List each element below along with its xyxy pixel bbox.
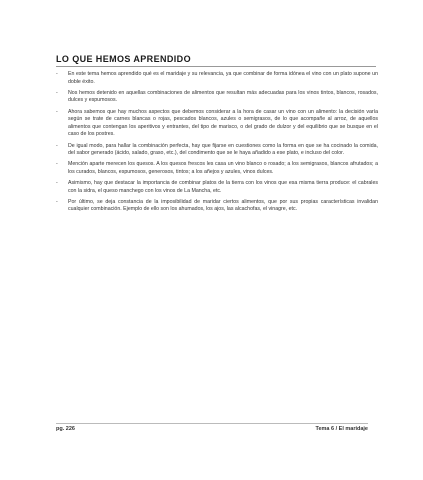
list-item — [56, 71, 378, 86]
bullet-marker: - — [56, 198, 58, 205]
list-item — [56, 90, 378, 105]
bullet-marker: - — [56, 108, 58, 115]
page-title: LO QUE HEMOS APRENDIDO — [56, 54, 376, 67]
bullet-marker: - — [56, 71, 58, 77]
list-item — [56, 180, 378, 195]
page-number: pg. 226 — [56, 426, 75, 432]
bullet-marker: - — [56, 142, 58, 149]
list-item — [56, 161, 378, 176]
bullet-marker: - — [56, 89, 58, 96]
list-item — [56, 109, 378, 139]
footer-divider — [56, 423, 368, 424]
bullet-marker: - — [56, 180, 58, 187]
list-item-text: Ahora sabemos que hay muchos aspectos que debemos considerar a la hora de casar un vino con un alimento: la decisión varía según se trate de carnes blancas o rojas, pescados blancos, azules o semigrasos, de lo que acompañe al arroz, de aquellos alimentos que contengan los aperitivos y entrantes, del tipo de marisco, o del grado de dulzor y del equilibrio que se busque en el caso de los postres. — [68, 108, 378, 138]
list-item-text: Asimismo, hay que destacar la importancia de combinar platos de la tierra con los vinos que esa misma tierra produce: el cabrales con la sidra, el queso manchego con los vinos de La Mancha, etc. — [68, 180, 378, 194]
summary-list — [56, 71, 378, 218]
chapter-label: Tema 6 / El maridaje — [315, 426, 368, 432]
list-item — [56, 199, 378, 214]
list-item-text: Mención aparte merecen los quesos. A los quesos frescos les casa un vino blanco o rosado; a los semigrasos, blancos afrutados; a los curados, blancos, espumosos, generosos, tintos; a los añejos y azules, vinos dulces. — [68, 161, 378, 175]
bullet-marker: - — [56, 161, 58, 168]
list-item-text: Nos hemos detenido en aquellas combinaciones de alimentos que resultan más adecuadas para los vinos tintos, blancos, rosados, dulces y espumosos. — [68, 89, 378, 104]
list-item-text: En este tema hemos aprendido qué es el maridaje y su relevancia, ya que combinar de forma idónea el vino con un plato supone un doble éxito. — [68, 71, 378, 85]
list-item-text: Por último, se deja constancia de la imposibilidad de maridar ciertos alimentos, que por sus propias características invalidan cualquier combinación. Ejemplo de ello son los ahumados, los ajos, las alcachofas, el vinagre, etc. — [68, 198, 378, 213]
list-item-text: De igual modo, para hallar la combinación perfecta, hay que fijarse en cuestiones como la forma en que se ha cocinado la comida, del sabor generado (ácido, salado, graso, etc.), del condimento que se le haya añadido a ese plato, e incluso del color. — [68, 142, 378, 157]
list-item — [56, 143, 378, 158]
